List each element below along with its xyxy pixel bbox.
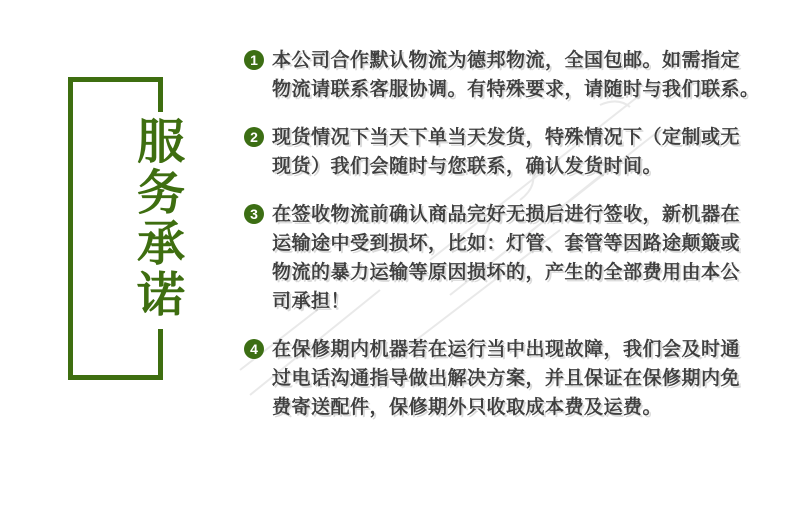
item-text-line: 本公司合作默认物流为德邦物流，全国包邮。如需指定 [272, 50, 741, 71]
page-title [128, 112, 194, 329]
item-text-line: 物流请联系客服协调。有特殊要求，请随时与我们联系。 [272, 79, 760, 100]
item-text-line: 运输途中受到损坏，比如：灯管、套管等因路途颠簸或 [272, 233, 741, 254]
item-text-line: 现货）我们会随时与您联系，确认发货时间。 [272, 156, 663, 177]
list-item [244, 200, 764, 316]
title-char: 务 [136, 167, 185, 220]
item-number-badge: 4 [244, 339, 264, 359]
list-item [244, 335, 764, 422]
title-char: 服 [136, 116, 185, 169]
item-text-line: 司承担！ [272, 291, 351, 312]
item-text [272, 200, 740, 316]
item-text-line: 现货情况下当天下单当天发货，特殊情况下（定制或无 [272, 127, 741, 148]
list-item [244, 123, 764, 181]
title-char: 诺 [136, 269, 185, 322]
item-text [272, 335, 740, 422]
list-item [244, 46, 764, 104]
item-number-badge: 1 [244, 50, 264, 70]
title-char: 承 [136, 218, 185, 271]
item-text-line: 物流的暴力运输等原因损坏的，产生的全部费用由本公 [272, 262, 741, 283]
item-number-badge: 3 [244, 204, 264, 224]
item-text-line: 在签收物流前确认商品完好无损后进行签收，新机器在 [272, 204, 741, 225]
item-text-line: 费寄送配件，保修期外只收取成本费及运费。 [272, 397, 663, 418]
item-text-line: 过电话沟通指导做出解决方案，并且保证在保修期内免 [272, 368, 741, 389]
item-text [272, 123, 740, 181]
service-items [244, 46, 764, 422]
item-number-badge: 2 [244, 127, 264, 147]
item-text-line: 在保修期内机器若在运行当中出现故障，我们会及时通 [272, 339, 741, 360]
item-text [272, 46, 760, 104]
